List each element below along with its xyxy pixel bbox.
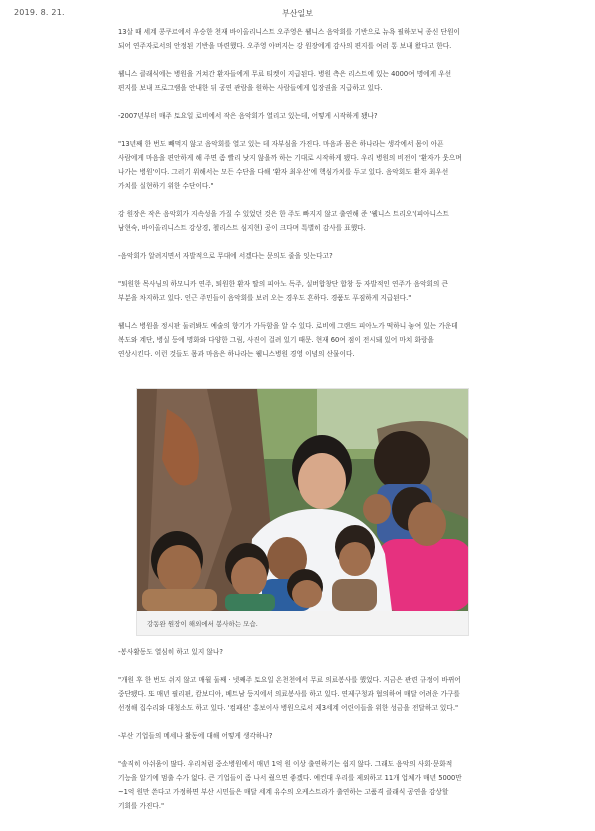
interview-question: -부산 기업들의 메세나 활동에 대해 어떻게 생각하나?: [118, 732, 273, 740]
article-paragraph: 웰니스 병원을 정시판 둘러봐도 예술의 향기가 가득함을 알 수 있다. 로비에 그랜드 피아노가 떡하니 놓여 있는 가운데 복도와 계단, 병실 등에 명화와 다양한 그림, 사진이 걸려 있기 때문. 현재 60여 점이 전시돼 있어 마치 화랑을 연상시킨다. 이런 것들도 몸과 마음은 하나라는 웰니스병원 경영 이념의 산물이다.: [118, 322, 458, 358]
interview-answer: "솔직히 아쉬움이 많다. 우리처럼 중소병원에서 매년 1억 원 이상 출연하기는 쉽지 않다. 그래도 음악의 사회·문화적 기능을 알기에 멈출 수가 없다. 큰 기업들이 좀 나서 줬으면 좋겠다. 예컨대 우리를 제외하고 11개 업체가 매년 5000만~1억 원만 쓴다고 가정하면 부산 시민들은 매달 세계 유수의 오케스트라가 출연하는 고품격 클래식 공연을 감상할 기회를 가진다.": [118, 760, 462, 810]
interview-answer: "퇴원한 목사님의 하모니카 연주, 퇴원한 환자 딸의 피아노 독주, 실버합창단 합창 등 자발적인 연주가 음악회의 큰 부분을 차지하고 있다. 인근 주민들이 음악회를 보러 오는 경우도 흔하다. 경품도 푸짐하게 지급된다.": [118, 280, 448, 302]
photo-illustration: [137, 389, 468, 611]
source-name: 부산일보: [282, 9, 313, 18]
article-paragraph: 강 원장은 작은 음악회가 지속성을 가질 수 있었던 것은 한 주도 빠지지 않고 출연해 준 '웰니스 트리오'(피아니스트 남현숙, 바이올리니스트 강상경, 첼리스트 심지현) 공이 크다며 특별히 감사를 표했다.: [118, 210, 449, 232]
print-date: 2019. 8. 21.: [14, 8, 65, 17]
article-body-top: [118, 25, 468, 375]
article-photo: [137, 389, 468, 611]
article-photo-figure: [136, 388, 469, 636]
interview-question: -봉사활동도 열심히 하고 있지 않나?: [118, 648, 223, 656]
interview-answer: "개원 후 한 번도 쉬지 않고 매월 둘째 · 넷째주 토요일 온천천에서 무료 의료봉사를 했었다. 지금은 관련 규정이 바뀌어 중단됐다. 또 매년 필리핀, 캄보디아, 베트남 등지에서 의료봉사를 하고 있다. 연제구청과 협의하여 매달 어려운 가구를 선정해 집수리와 대청소도 하고 있다. '컴패션' 홍보이사 병원으로서 제3세계 어린이들을 위한 성금을 전달하고 있다.": [118, 676, 461, 712]
interview-question: -2007년부터 매주 토요일 로비에서 작은 음악회가 열리고 있는데, 어떻게 시작하게 됐나?: [118, 112, 378, 120]
article-paragraph: 13살 때 세계 콩쿠르에서 우승한 천재 바이올리니스트 오주영은 웰니스 음악회를 기반으로 뉴욕 필하모닉 종신 단원이 되어 연주자로서의 안정된 기반을 마련했다. 오주영 아버지는 강 원장에게 감사의 편지를 여러 통 보내 왔다고 한다.: [118, 28, 460, 50]
article-paragraph: 웰니스 클래식에는 병원을 거쳐간 환자들에게 무료 티켓이 지급된다. 병원 측은 리스트에 있는 4000여 명에게 우선 편지를 보내 프로그램을 안내한 뒤 공연 관람을 원하는 사람들에게 입장권을 지급하고 있다.: [118, 70, 452, 92]
interview-question: -음악회가 알려지면서 자발적으로 무대에 서겠다는 문의도 줄을 잇는다고?: [118, 252, 333, 260]
photo-caption: 강동완 원장이 해외에서 봉사하는 모습.: [147, 620, 258, 628]
article-body-bottom: [118, 645, 468, 827]
interview-answer: "13년째 한 번도 빼먹지 않고 음악회를 열고 있는 데 자부심을 가진다. 마음과 몸은 하나라는 생각에서 몸이 아픈 사람에게 마음을 편안하게 해 주면 좀 빨리 낫지 않을까 하는 기대로 시작하게 됐다. 우리 병원의 비전이 '환자가 웃으며 나가는 병원'이다. 그러기 위해서는 모든 수단을 다해 '환자 최우선'에 핵심가치를 두고 있다. 음악회도 환자 최우선 가치를 실현하기 위한 수단이다.": [118, 140, 462, 190]
